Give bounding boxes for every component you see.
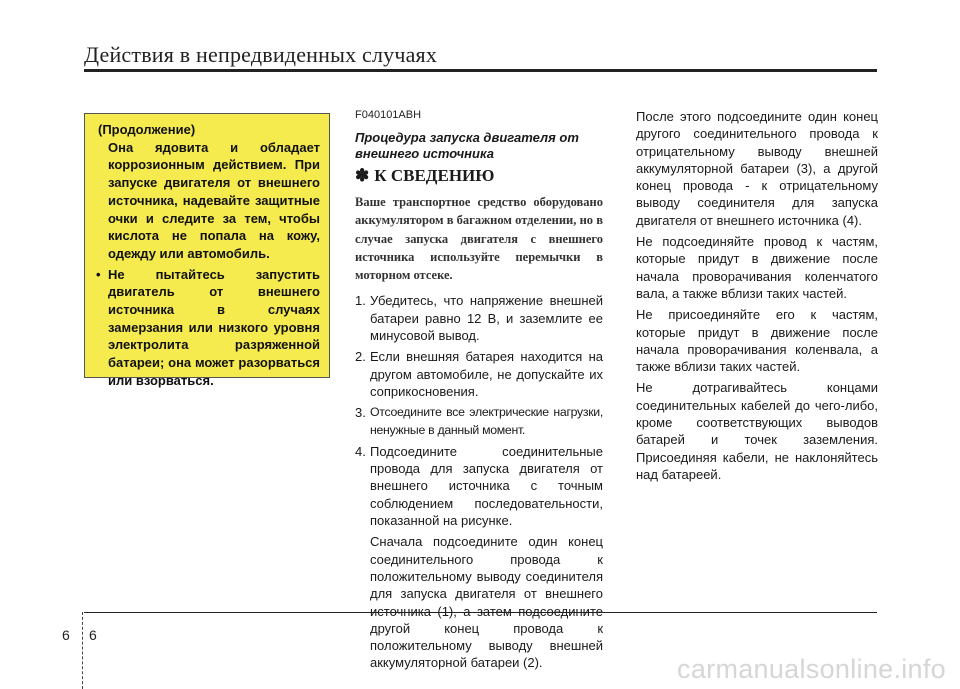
step-continuation-text: Сначала подсоедините один конец соединительного провода к положительному выводу соединителя для запуска двигателя от внешнего другой конец провода к положительному выводу внешней аккумуляторной батареи (2). — [370, 534, 603, 671]
middle-column — [355, 108, 603, 672]
note-text: Ваше транспортное средство оборудовано аккумулятором в багажном отделении, но в случае запуска двигателя с внешнего источника используйте перемычки в моторном отсеке. — [355, 195, 603, 283]
footer-rule — [84, 612, 877, 613]
warning-bullet-text: Не пытайтесь запустить двигатель от внешнего источника в случаях замерзания или низкого уровня электролита разряженной батареи; она может разорваться или взорваться. — [108, 266, 320, 388]
note-heading-text: К СВЕДЕНИЮ — [374, 166, 495, 185]
step-item — [355, 292, 603, 344]
step-number: 3. — [355, 405, 366, 421]
bullet-icon: • — [96, 266, 101, 282]
step-number: 1. — [355, 293, 366, 309]
right-paragraph: Не подсоединяйте провод к частям, которые придут в движение после начала проворачивания коленчатого вала, а также вблизи таких частей. — [636, 234, 878, 301]
step-text: Отсоедините все электрические нагрузки, ненужные в данный момент. — [370, 405, 603, 437]
step-item — [355, 443, 603, 529]
step-item — [355, 404, 603, 439]
watermark: carmanualsonline.info — [677, 654, 946, 684]
section-code: F040101ABH — [355, 109, 422, 121]
step-number: 2. — [355, 349, 366, 365]
footer-divider — [82, 612, 84, 689]
page-header-title: Действия в непредвиденных случаях — [84, 42, 438, 67]
page-number-chapter: 6 — [62, 627, 70, 643]
right-paragraph: После этого подсоедините один конец другого соединительного провода к отрицательному выводу внешней аккумуляторной батареи (3), а другой конец провода - к отрицательному выводу соединителя для запуска двигателя от внешнего источника (4). — [636, 109, 878, 228]
note-star-icon: ✽ — [355, 166, 370, 185]
step-text: Подсоедините соединительные провода для запуска двигателя от внешнего источника с точным соблюдением последовательности, показанной на рисунке. — [370, 443, 603, 529]
note-heading — [355, 166, 603, 186]
warning-box — [84, 113, 330, 388]
right-paragraph: Не присоединяйте его к частям, которые придут в движение после начала проворачивания коленвала, а также вблизи таких частей. — [636, 307, 878, 375]
right-column — [636, 108, 878, 487]
step-text: Если внешняя батарея находится на другом автомобиле, не допускайте их соприкосновения. — [370, 349, 603, 399]
warning-bullet-item — [94, 266, 320, 390]
warning-paragraph: Она ядовита и обладает коррозионным действием. При запуске двигателя от внешнего источника, надевайте защитные очки и следите за тем, чтобы кислота не попала на кожу, одежду или автомобиль. — [108, 139, 320, 261]
steps-list — [355, 292, 603, 671]
right-paragraph: Не дотрагивайтесь концами соединительных кабелей до чего-либо, кроме соответствующих выводов батарей и точек заземления. Присоединяя кабели, не наклоняйтесь над батареей. — [636, 380, 878, 482]
step-item — [355, 348, 603, 400]
section-subtitle: Процедура запуска двигателя от внешнего источника — [355, 130, 579, 161]
warning-continued-label: (Продолжение) — [98, 122, 196, 137]
header-rule — [84, 69, 877, 72]
step-number: 4. — [355, 443, 366, 459]
step-text: Убедитесь, что напряжение внешней батареи равно 12 В, и заземлите ее минусовой вывод. — [370, 293, 603, 344]
page-number: 6 — [89, 627, 97, 643]
